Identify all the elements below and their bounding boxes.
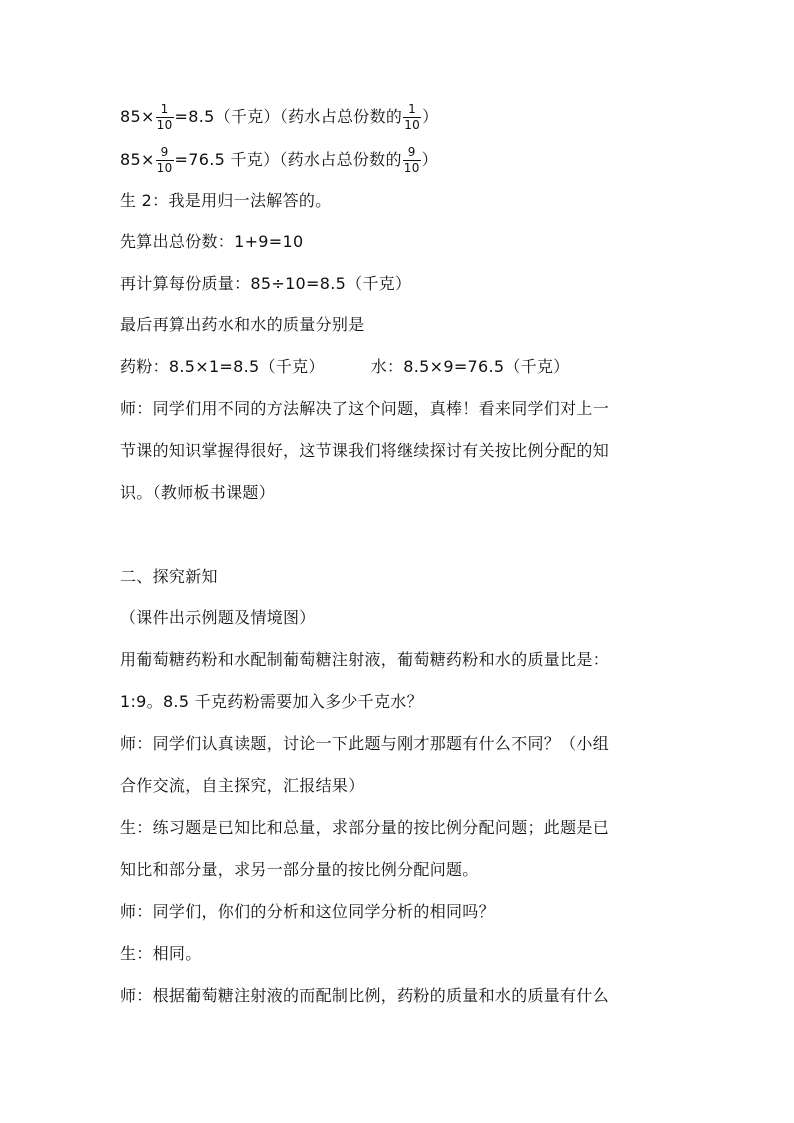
final-step-line: 最后再算出药水和水的质量分别是 — [120, 315, 365, 334]
teacher-check-line: 师：同学们，你们的分析和这位同学分析的相同吗？ — [120, 902, 495, 921]
fraction-numerator: 9 — [407, 145, 416, 159]
total-parts-line: 先算出总份数：1+9=10 — [120, 232, 304, 251]
fraction-numerator: 1 — [408, 102, 417, 116]
calc-1-suffix: ） — [422, 107, 439, 126]
student-answer-line-1: 生：练习题是已知比和总量，求部分量的按比例分配问题；此题是已 — [120, 818, 610, 837]
teacher-line-3: 识。（教师板书课题） — [120, 483, 276, 502]
calc-line-2 — [120, 146, 438, 175]
calc-2-suffix: ） — [421, 150, 438, 169]
student-answer-line-2: 知比和部分量，求另一部分量的按比例分配问题。 — [120, 860, 479, 879]
fraction-denominator: 10 — [403, 161, 420, 175]
results-line — [120, 356, 570, 378]
fraction-9-10 — [156, 146, 174, 175]
teacher-line-1: 师：同学们用不同的方法解决了这个问题，真棒！看来同学们对上一 — [120, 399, 610, 418]
student-2-intro: 生 2：我是用归一法解答的。 — [120, 191, 332, 210]
water-result: 水：8.5×9=76.5（千克） — [370, 357, 570, 376]
teacher-line-2: 节课的知识掌握得很好，这节课我们将继续探讨有关按比例分配的知 — [120, 441, 610, 460]
calc-2-prefix: 85× — [120, 150, 155, 169]
fraction-1-10 — [156, 103, 174, 132]
fraction-1-10-b — [403, 103, 421, 132]
section-heading: 二、探究新知 — [120, 567, 218, 586]
fraction-denominator: 10 — [156, 118, 173, 132]
example-problem-line-1: 用葡萄糖药粉和水配制葡萄糖注射液，葡萄糖药粉和水的质量比是： — [120, 650, 610, 669]
calc-1-text: =8.5（千克）（药水占总份数的 — [174, 107, 403, 126]
courseware-note: （课件出示例题及情境图） — [120, 608, 316, 627]
fraction-9-10-b — [403, 146, 421, 175]
fraction-numerator: 9 — [160, 145, 169, 159]
fraction-denominator: 10 — [156, 161, 173, 175]
fraction-numerator: 1 — [160, 102, 169, 116]
teacher-question-line-2: 合作交流，自主探究，汇报结果） — [120, 776, 365, 795]
calc-line-1 — [120, 103, 438, 132]
example-problem-line-2: 1:9。8.5 千克药粉需要加入多少千克水？ — [120, 692, 423, 711]
calc-2-text: =76.5 千克）（药水占总份数的 — [174, 150, 402, 169]
calc-1-prefix: 85× — [120, 107, 155, 126]
powder-result: 药粉：8.5×1=8.5（千克） — [120, 357, 325, 376]
teacher-question-line-1: 师：同学们认真读题，讨论一下此题与刚才那题有什么不同？（小组 — [120, 734, 610, 753]
unit-mass-line: 再计算每份质量：85÷10=8.5（千克） — [120, 274, 412, 293]
teacher-followup-line: 师：根据葡萄糖注射液的而配制比例，药粉的质量和水的质量有什么 — [120, 986, 610, 1005]
fraction-denominator: 10 — [404, 118, 421, 132]
student-reply-line: 生：相同。 — [120, 944, 202, 963]
